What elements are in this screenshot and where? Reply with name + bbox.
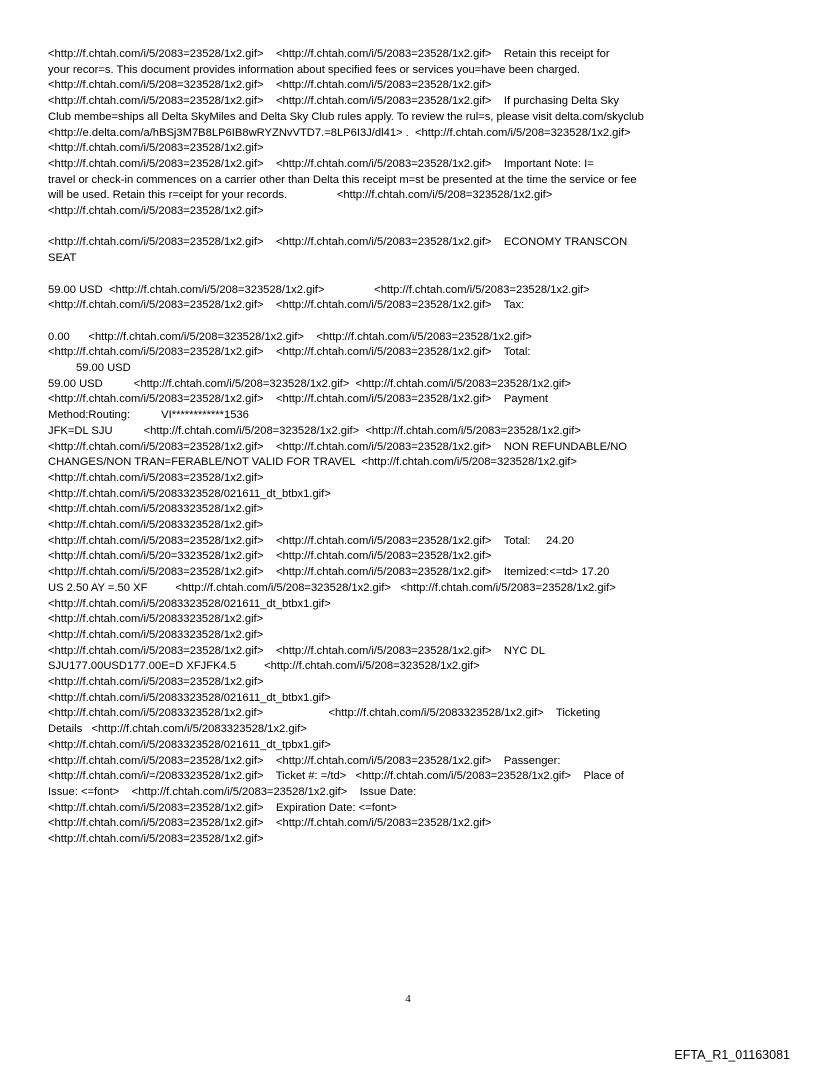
text-line: <http://f.chtah.com/i/5/2083=23528/1x2.gif> <http://f.chtah.com/i/5/2083=23528/1x2.gif> ECONOMY TRANSCON bbox=[48, 236, 628, 249]
text-line: <http://f.chtah.com/i/5/2083=23528/1x2.gif> <http://f.chtah.com/i/5/2083=23528/1x2.gif> Retain this receipt for bbox=[48, 48, 610, 60]
text-line: <http://f.chtah.com/i/5/2083=23528/1x2.gif> <http://f.chtah.com/i/5/2083=23528/1x2.gif> Tax: bbox=[48, 299, 525, 312]
blank-line bbox=[48, 314, 778, 330]
text-line: <http://f.chtah.com/i/5/2083=23528/1x2.gif> bbox=[48, 833, 264, 846]
text-line: <http://f.chtah.com/i/5/2083323528/1x2.gif> <http://f.chtah.com/i/5/2083323528/1x2.gif> Ticketing bbox=[48, 707, 601, 720]
text-line: <http://f.chtah.com/i/5/2083=23528/1x2.gif> <http://f.chtah.com/i/5/2083=23528/1x2.gif> Total: bbox=[48, 346, 531, 359]
text-line: <http://f.chtah.com/i/5/2083=23528/1x2.gif> <http://f.chtah.com/i/5/2083=23528/1x2.gif> Important Note: I= bbox=[48, 157, 594, 170]
text-line: <http://f.chtah.com/i/5/2083=23528/1x2.gif> <http://f.chtah.com/i/5/2083=23528/1x2.gif> Payment bbox=[48, 393, 549, 406]
text-line: CHANGES/NON TRAN=FERABLE/NOT VALID FOR TRAVEL <http://f.chtah.com/i/5/208=323528/1x2.gif> bbox=[48, 456, 577, 469]
document-id: EFTA_R1_01163081 bbox=[674, 1048, 790, 1062]
text-line: <http://f.chtah.com/i/5/2083323528/1x2.gif> bbox=[48, 503, 264, 516]
text-line: Issue: <=font> <http://f.chtah.com/i/5/2083=23528/1x2.gif> Issue Date: bbox=[48, 786, 417, 798]
text-line: <http://f.chtah.com/i/5/20=3323528/1x2.gif> <http://f.chtah.com/i/5/2083=23528/1x2.gif> bbox=[48, 550, 492, 563]
text-line: <http://f.chtah.com/i/5/2083323528/021611_dt_btbx1.gif> bbox=[48, 597, 331, 610]
text-line: <http://f.chtah.com/i/5/2083323528/021611_dt_btbx1.gif> bbox=[48, 487, 331, 500]
text-line: <http://f.chtah.com/i/5/2083=23528/1x2.gif> <http://f.chtah.com/i/5/2083=23528/1x2.gif> Itemized:<=td> 17.20 bbox=[48, 566, 610, 579]
blank-line bbox=[48, 220, 778, 236]
text-line: <http://f.chtah.com/i/5/2083=23528/1x2.gif> <http://f.chtah.com/i/5/2083=23528/1x2.gif> If purchasing Delta Sky bbox=[48, 95, 619, 108]
text-line: 59.00 USD <http://f.chtah.com/i/5/208=323528/1x2.gif> <http://f.chtah.com/i/5/2083=23528/1x2.gif> bbox=[48, 283, 590, 296]
text-line: SEAT bbox=[48, 252, 77, 265]
text-line: <http://f.chtah.com/i/5/2083=23528/1x2.gif> <http://f.chtah.com/i/5/2083=23528/1x2.gif> bbox=[48, 817, 492, 830]
text-line: 59.00 USD bbox=[48, 362, 131, 375]
text-line: <http://f.chtah.com/i/=/2083323528/1x2.gif> Ticket #: =/td> <http://f.chtah.com/i/5/2083=23528/1x2.gif> Place of bbox=[48, 770, 624, 783]
text-line: <http://f.chtah.com/i/5/2083323528/021611_dt_tpbx1.gif> bbox=[48, 738, 331, 751]
blank-line bbox=[48, 267, 778, 283]
text-line: will be used. Retain this r=ceipt for your records. <http://f.chtah.com/i/5/208=323528/1x2.gif> bbox=[48, 189, 553, 202]
text-line: Club membe=ships all Delta SkyMiles and Delta Sky Club rules apply. To review the rul=s, please visit delta.com/skyclub bbox=[48, 110, 644, 123]
text-line: Method:Routing: VI************1536 bbox=[48, 409, 249, 422]
text-line: <http://f.chtah.com/i/5/2083323528/1x2.gif> bbox=[48, 519, 264, 532]
text-line: <http://f.chtah.com/i/5/2083=23528/1x2.gif> <http://f.chtah.com/i/5/2083=23528/1x2.gif> NYC DL bbox=[48, 644, 545, 657]
text-line: <http://f.chtah.com/i/5/2083=23528/1x2.gif> <http://f.chtah.com/i/5/2083=23528/1x2.gif> Total: 24.20 bbox=[48, 534, 574, 547]
text-line: US 2.50 AY =.50 XF <http://f.chtah.com/i/5/208=323528/1x2.gif> <http://f.chtah.com/i/5/2083=23528/1x2.gif> bbox=[48, 581, 616, 594]
text-line: <http://f.chtah.com/i/5/2083=23528/1x2.gif> bbox=[48, 142, 264, 155]
text-line: Details <http://f.chtah.com/i/5/2083323528/1x2.gif> bbox=[48, 723, 307, 736]
page-number: 4 bbox=[405, 993, 411, 1005]
text-line: <http://f.chtah.com/i/5/2083323528/1x2.gif> bbox=[48, 613, 264, 626]
text-line: <http://f.chtah.com/i/5/2083=23528/1x2.gif> bbox=[48, 676, 264, 689]
text-line: <http://f.chtah.com/i/5/2083=23528/1x2.gif> <http://f.chtah.com/i/5/2083=23528/1x2.gif> NON REFUNDABLE/NO bbox=[48, 440, 627, 453]
text-line: travel or check-in commences on a carrier other than Delta this receipt m=st be presented at the time the service or fee bbox=[48, 173, 637, 186]
text-line: <http://e.delta.com/a/hBSj3M7B8LP6IB8wRYZNvVTD7.=8LP6I3J/dl41> . <http://f.chtah.com/i/5/208=323528/1x2.gif> bbox=[48, 126, 631, 139]
text-line: <http://f.chtah.com/i/5/2083=23528/1x2.gif> Expiration Date: <=font> bbox=[48, 801, 397, 814]
text-line: 59.00 USD <http://f.chtah.com/i/5/208=323528/1x2.gif> <http://f.chtah.com/i/5/2083=23528/1x2.gif> bbox=[48, 377, 572, 390]
text-line: <http://f.chtah.com/i/5/2083=23528/1x2.gif> bbox=[48, 205, 264, 218]
text-line: <http://f.chtah.com/i/5/208=323528/1x2.gif> <http://f.chtah.com/i/5/2083=23528/1x2.gif> bbox=[48, 79, 492, 92]
text-line: JFK=DL SJU <http://f.chtah.com/i/5/208=323528/1x2.gif> <http://f.chtah.com/i/5/2083=23528/1x2.gif> bbox=[48, 424, 581, 437]
text-line: SJU177.00USD177.00E=D XFJFK4.5 <http://f.chtah.com/i/5/208=323528/1x2.gif> bbox=[48, 660, 480, 673]
text-line: <http://f.chtah.com/i/5/2083323528/021611_dt_btbx1.gif> bbox=[48, 691, 331, 704]
text-line: <http://f.chtah.com/i/5/2083=23528/1x2.gif> <http://f.chtah.com/i/5/2083=23528/1x2.gif> Passenger: bbox=[48, 754, 561, 767]
text-line: <http://f.chtah.com/i/5/2083323528/1x2.gif> bbox=[48, 628, 264, 641]
text-line: 0.00 <http://f.chtah.com/i/5/208=323528/1x2.gif> <http://f.chtah.com/i/5/2083=23528/1x2.gif> bbox=[48, 330, 532, 343]
text-line: your recor=s. This document provides information about specified fees or services you=have been charged. bbox=[48, 63, 581, 76]
text-line: <http://f.chtah.com/i/5/2083=23528/1x2.gif> bbox=[48, 471, 264, 484]
receipt-text-body bbox=[48, 47, 778, 848]
